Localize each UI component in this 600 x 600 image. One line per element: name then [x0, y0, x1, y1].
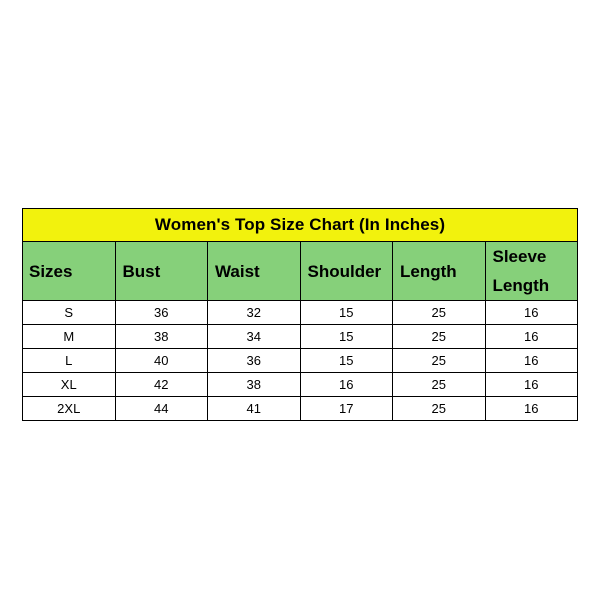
table-row: [23, 325, 578, 349]
cell-bust: 44: [115, 397, 208, 421]
table-row: [23, 301, 578, 325]
cell-bust: 38: [115, 325, 208, 349]
chart-title: Women's Top Size Chart (In Inches): [23, 209, 578, 242]
cell-sleeve-length: 16: [485, 373, 578, 397]
cell-size: L: [23, 349, 116, 373]
cell-length: 25: [393, 301, 486, 325]
cell-waist: 38: [208, 373, 301, 397]
table-row: [23, 397, 578, 421]
size-chart-container: [22, 208, 578, 421]
cell-shoulder: 16: [300, 373, 393, 397]
cell-length: 25: [393, 349, 486, 373]
cell-sleeve-length: 16: [485, 349, 578, 373]
cell-shoulder: 15: [300, 349, 393, 373]
cell-waist: 34: [208, 325, 301, 349]
table-title-row: [23, 209, 578, 242]
cell-waist: 41: [208, 397, 301, 421]
column-header-bust: Bust: [115, 242, 208, 301]
cell-shoulder: 15: [300, 301, 393, 325]
cell-length: 25: [393, 397, 486, 421]
cell-size: M: [23, 325, 116, 349]
cell-sleeve-length: 16: [485, 397, 578, 421]
cell-bust: 42: [115, 373, 208, 397]
cell-size: 2XL: [23, 397, 116, 421]
table-row: [23, 349, 578, 373]
size-chart-table: [22, 208, 578, 421]
cell-waist: 36: [208, 349, 301, 373]
cell-size: S: [23, 301, 116, 325]
cell-bust: 40: [115, 349, 208, 373]
cell-waist: 32: [208, 301, 301, 325]
cell-sleeve-length: 16: [485, 325, 578, 349]
table-row: [23, 373, 578, 397]
column-header-shoulder: Shoulder: [300, 242, 393, 301]
cell-size: XL: [23, 373, 116, 397]
column-header-sleeve-length: Sleeve Length: [485, 242, 578, 301]
column-header-waist: Waist: [208, 242, 301, 301]
cell-shoulder: 17: [300, 397, 393, 421]
cell-bust: 36: [115, 301, 208, 325]
cell-length: 25: [393, 373, 486, 397]
table-header-row: [23, 242, 578, 301]
column-header-length: Length: [393, 242, 486, 301]
column-header-sizes: Sizes: [23, 242, 116, 301]
cell-shoulder: 15: [300, 325, 393, 349]
cell-sleeve-length: 16: [485, 301, 578, 325]
cell-length: 25: [393, 325, 486, 349]
